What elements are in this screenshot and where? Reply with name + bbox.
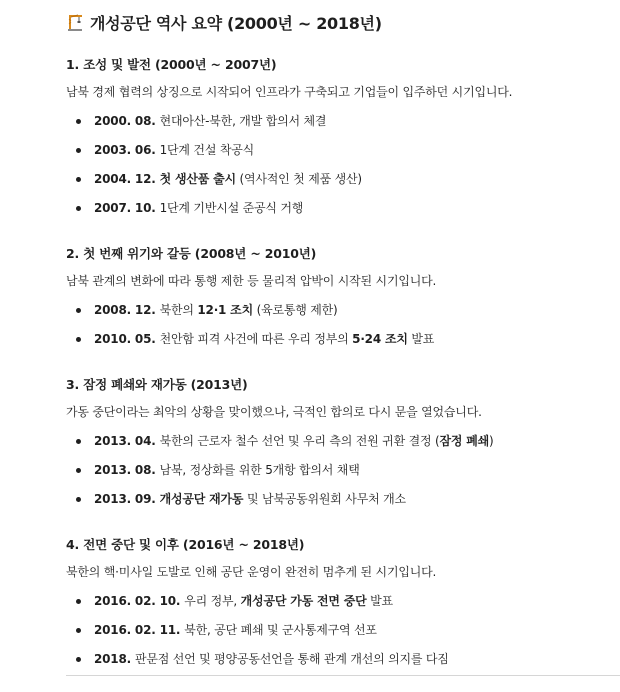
timeline-item [66, 107, 620, 136]
timeline-item [66, 194, 620, 223]
section-1 [66, 56, 620, 223]
item-text: 발표 [407, 332, 435, 346]
item-text: 우리 정부, [184, 594, 241, 608]
item-date: 2013. 09. [94, 492, 156, 506]
factory-crane-icon [66, 13, 84, 31]
item-text: ) [489, 434, 494, 448]
item-text: 1단계 건설 착공식 [159, 143, 255, 157]
item-text: (육로통행 제한) [252, 303, 338, 317]
item-date: 2016. 02. 10. [94, 594, 181, 608]
section-4 [66, 536, 620, 674]
item-text: 천안함 피격 사건에 따른 우리 정부의 [159, 332, 353, 346]
timeline-list [66, 107, 620, 223]
item-text: 북한, 공단 폐쇄 및 군사통제구역 선포 [184, 623, 377, 637]
item-text: 현대아산-북한, 개발 합의서 체결 [159, 114, 327, 128]
item-date: 2018. [94, 652, 131, 666]
item-text-bold: 12·1 조치 [197, 303, 253, 317]
item-date: 2000. 08. [94, 114, 156, 128]
timeline-item [66, 645, 620, 674]
divider [66, 675, 620, 676]
page-title: 개성공단 역사 요약 (2000년 ~ 2018년) [90, 13, 382, 33]
item-text-bold: 잠정 폐쇄 [439, 434, 490, 448]
section-description: 북한의 핵·미사일 도발로 인해 공단 운영이 완전히 멈추게 된 시기입니다. [66, 565, 437, 579]
item-text: 발표 [366, 594, 393, 608]
item-text: 북한의 근로자 철수 선언 및 우리 측의 전원 귀환 결정 ( [159, 434, 440, 448]
section-heading: 2. 첫 번째 위기와 갈등 (2008년 ~ 2010년) [66, 246, 317, 261]
sections-container [66, 56, 620, 674]
item-date: 2016. 02. 11. [94, 623, 181, 637]
section-3 [66, 376, 620, 514]
item-text: 및 남북공동위원회 사무처 개소 [243, 492, 406, 506]
timeline-item [66, 427, 620, 456]
timeline-list [66, 296, 620, 354]
section-2 [66, 245, 620, 354]
section-heading: 1. 조성 및 발전 (2000년 ~ 2007년) [66, 57, 277, 72]
timeline-item [66, 136, 620, 165]
section-description: 남북 경제 협력의 상징으로 시작되어 인프라가 구축되고 기업들이 입주하던 시기입니다. [66, 85, 513, 99]
item-date: 2004. 12. [94, 172, 156, 186]
section-heading: 3. 잠정 폐쇄와 재가동 (2013년) [66, 377, 248, 392]
item-text-bold: 개성공단 재가동 [159, 492, 244, 506]
timeline-item [66, 325, 620, 354]
item-text: 북한의 [159, 303, 198, 317]
timeline-item [66, 165, 620, 194]
section-description: 가동 중단이라는 최악의 상황을 맞이했으나, 극적인 합의로 다시 문을 열었습니다. [66, 405, 482, 419]
item-date: 2007. 10. [94, 201, 156, 215]
timeline-item [66, 587, 620, 616]
timeline-item [66, 456, 620, 485]
timeline-item [66, 485, 620, 514]
item-date: 2003. 06. [94, 143, 156, 157]
timeline-item [66, 296, 620, 325]
item-text-bold: 5·24 조치 [352, 332, 408, 346]
timeline-list [66, 587, 620, 674]
item-date: 2008. 12. [94, 303, 156, 317]
item-date: 2013. 04. [94, 434, 156, 448]
timeline-list [66, 427, 620, 514]
item-text-bold: 개성공단 가동 전면 중단 [240, 594, 367, 608]
item-text: 남북, 정상화를 위한 5개항 합의서 채택 [159, 463, 360, 477]
item-date: 2010. 05. [94, 332, 156, 346]
timeline-item [66, 616, 620, 645]
item-text: 1단계 기반시설 준공식 거행 [159, 201, 304, 215]
item-text-bold: 첫 생산품 출시 [159, 172, 236, 186]
item-text: (역사적인 첫 제품 생산) [235, 172, 362, 186]
section-heading: 4. 전면 중단 및 이후 (2016년 ~ 2018년) [66, 537, 305, 552]
item-date: 2013. 08. [94, 463, 156, 477]
section-description: 남북 관계의 변화에 따라 통행 제한 등 물리적 압박이 시작된 시기입니다. [66, 274, 437, 288]
title-row [66, 11, 620, 33]
item-text: 판문점 선언 및 평양공동선언을 통해 관계 개선의 의지를 다짐 [134, 652, 449, 666]
